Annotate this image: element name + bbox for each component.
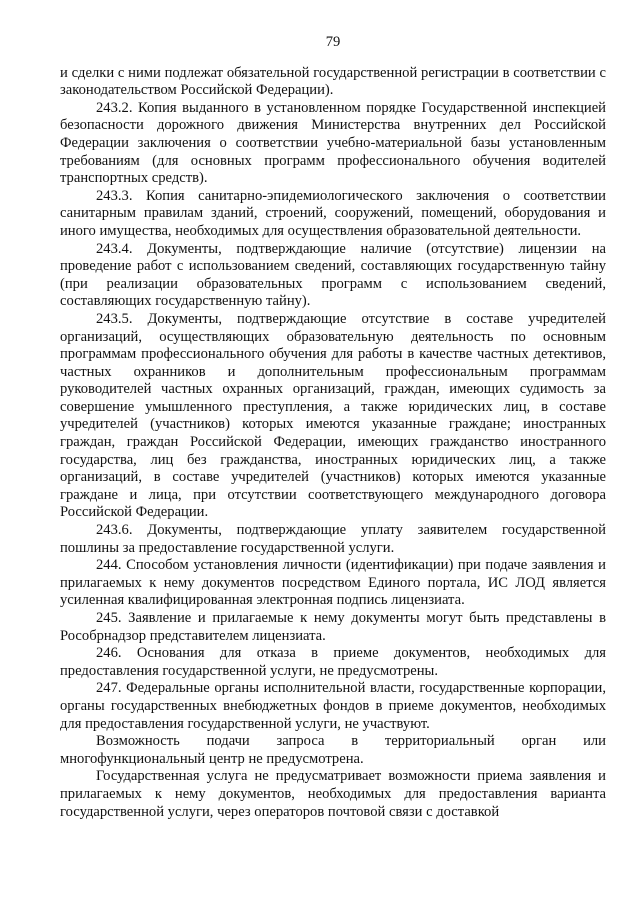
paragraph-245: 245. Заявление и прилагаемые к нему документы могут быть представлены в Рособрнадзор представителем лицензиата.	[60, 610, 606, 644]
paragraph-243-5: 243.5. Документы, подтверждающие отсутствие в составе учредителей организаций, осуществляющих образовательную деятельность по основным программам профессионального обучения для работы в качестве частных детективов, частных охранников и дополнительным профессиональным программам руководителей частных охранных организаций, граждан, имеющих судимость за совершение умышленного преступления, а также юридических лиц, в составе учредителей (участников) которых имеются указанные граждане; иностранных граждан, граждан Российской Федерации, имеющих гражданство иностранного государства, лиц без гражданства, иностранных юридических лиц, а также организаций, в составе учредителей (участников) которых имеются указанные граждане и лица, при отсутствии соответствующего международного договора Российской Федерации.	[60, 310, 606, 521]
paragraph-continuation: и сделки с ними подлежат обязательной государственной регистрации в соответствии с законодательством Российской Федерации).	[60, 64, 606, 99]
paragraph-244: 244. Способом установления личности (идентификации) при подаче заявления и прилагаемых к нему документов посредством Единого портала, ИС ЛОД является усиленная квалифицированная электронная подпись лицензиата.	[60, 557, 606, 609]
paragraph-territorial-organ: Возможность подачи запроса в территориальный орган или многофункциональный центр не предусмотрена.	[60, 733, 606, 767]
paragraph-243-2: 243.2. Копия выданного в установленном порядке Государственной инспекцией безопасности дорожного движения Министерства внутренних дел Российской Федерации заключения о соответствии учебно-материальной базы установленным требованиям (для основных программ профессионального обучения водителей транспортных средств).	[60, 99, 606, 187]
paragraph-243-4: 243.4. Документы, подтверждающие наличие (отсутствие) лицензии на проведение работ с использованием сведений, составляющих государственную тайну (при реализации образовательных программ с использованием сведений, составляющих государственную тайну).	[60, 240, 606, 310]
document-page	[60, 34, 606, 821]
paragraph-246: 246. Основания для отказа в приеме документов, необходимых для предоставления государственной услуги, не предусмотрены.	[60, 645, 606, 679]
paragraph-243-6: 243.6. Документы, подтверждающие уплату заявителем государственной пошлины за предоставление государственной услуги.	[60, 522, 606, 556]
page-number: 79	[325, 34, 341, 50]
paragraph-247: 247. Федеральные органы исполнительной власти, государственные корпорации, органы государственных внебюджетных фондов в приеме документов, необходимых для предоставления государственной услуги, не участвуют.	[60, 680, 606, 732]
paragraph-243-3: 243.3. Копия санитарно-эпидемиологического заключения о соответствии санитарным правилам зданий, строений, сооружений, помещений, оборудования и иного имущества, необходимых для осуществления образовательной деятельности.	[60, 187, 606, 239]
paragraph-postal-service: Государственная услуга не предусматривает возможности приема заявления и прилагаемых к нему документов, необходимых для предоставления варианта государственной услуги, через операторов почтовой связи с доставкой	[60, 768, 606, 820]
